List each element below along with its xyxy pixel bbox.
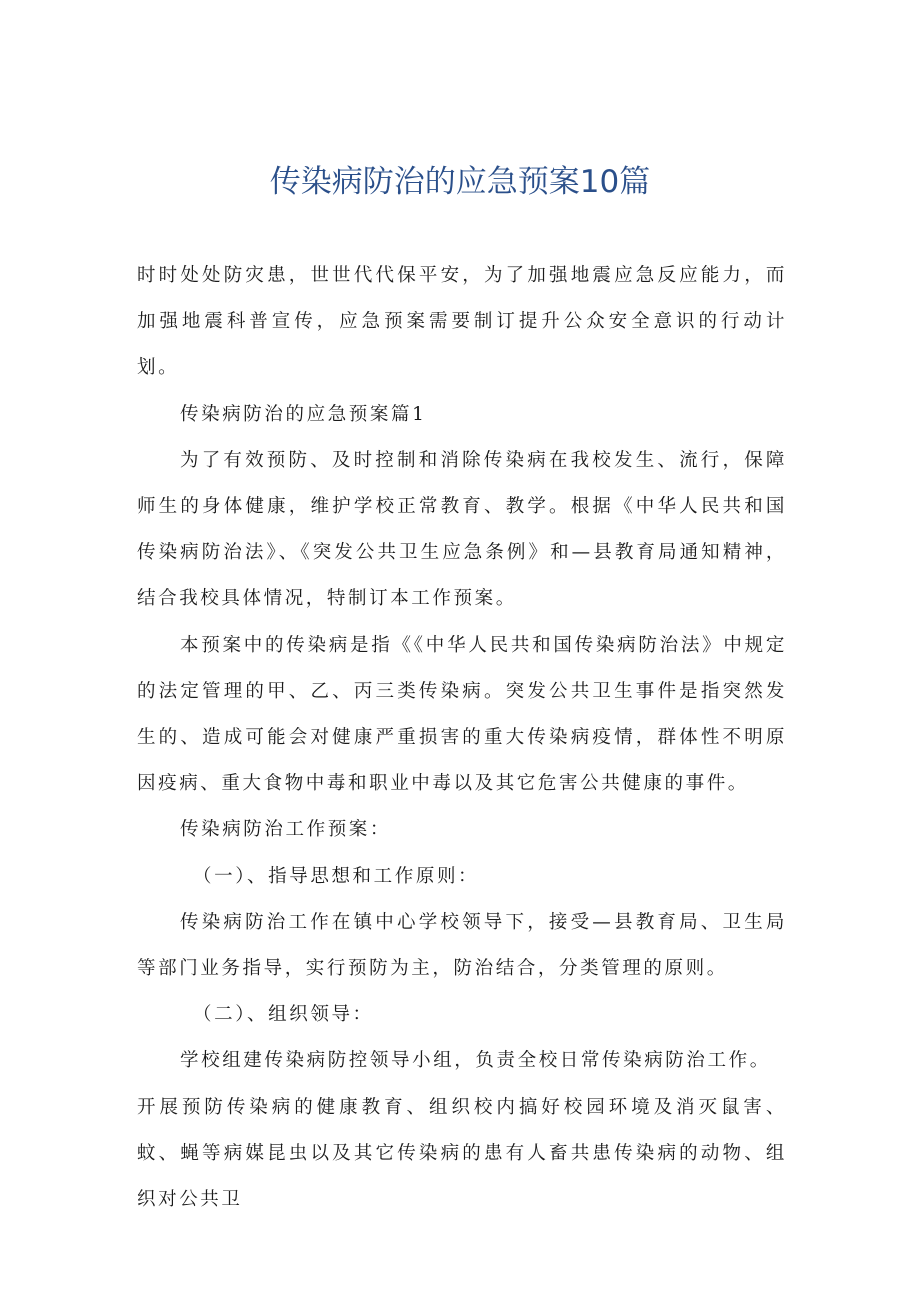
paragraph-principles: 传染病防治工作在镇中心学校领导下，接受—县教育局、卫生局等部门业务指导，实行预防为主，防治结合，分类管理的原则。	[137, 911, 787, 980]
paragraph-leadership-group: 学校组建传染病防控领导小组，负责全校日常传染病防治工作。	[180, 1050, 771, 1072]
paragraph-purpose: 为了有效预防、及时控制和消除传染病在我校发生、流行，保障师生的身体健康，维护学校正常教育、教学。根据《中华人民共和国传染病防治法》、《突发公共卫生应急条例》和—县教育局通知精神，结合我校具体情况，特制订本工作预案。	[137, 449, 787, 610]
document-title: 传染病防治的应急预案10篇	[269, 164, 651, 200]
paragraph-health-education: 开展预防传染病的健康教育、组织校内搞好校园环境及消灭鼠害、蚊、蝇等病媒昆虫以及其它传染病的患有人畜共患传染病的动物、组织对公共卫	[137, 1096, 787, 1211]
paragraph-definition: 本预案中的传染病是指《《中华人民共和国传染病防治法》中规定的法定管理的甲、乙、丙三类传染病。突发公共卫生事件是指突然发生的、造成可能会对健康严重损害的重大传染病疫情，群体性不明原因疫病、重大食物中毒和职业中毒以及其它危害公共健康的事件。	[137, 634, 787, 795]
subheading-guiding-principles: （一）、指导思想和工作原则：	[193, 865, 480, 887]
section-heading-1: 传染病防治的应急预案篇1	[180, 403, 427, 425]
document-body	[137, 253, 787, 1223]
paragraph-intro: 时时处处防灾患，世世代代保平安，为了加强地震应急反应能力，而加强地震科普宣传，应急预案需要制订提升公众安全意识的行动计划。	[137, 265, 787, 379]
paragraph-plan-heading: 传染病防治工作预案：	[180, 819, 392, 841]
subheading-organization: （二）、组织领导：	[193, 1004, 374, 1026]
